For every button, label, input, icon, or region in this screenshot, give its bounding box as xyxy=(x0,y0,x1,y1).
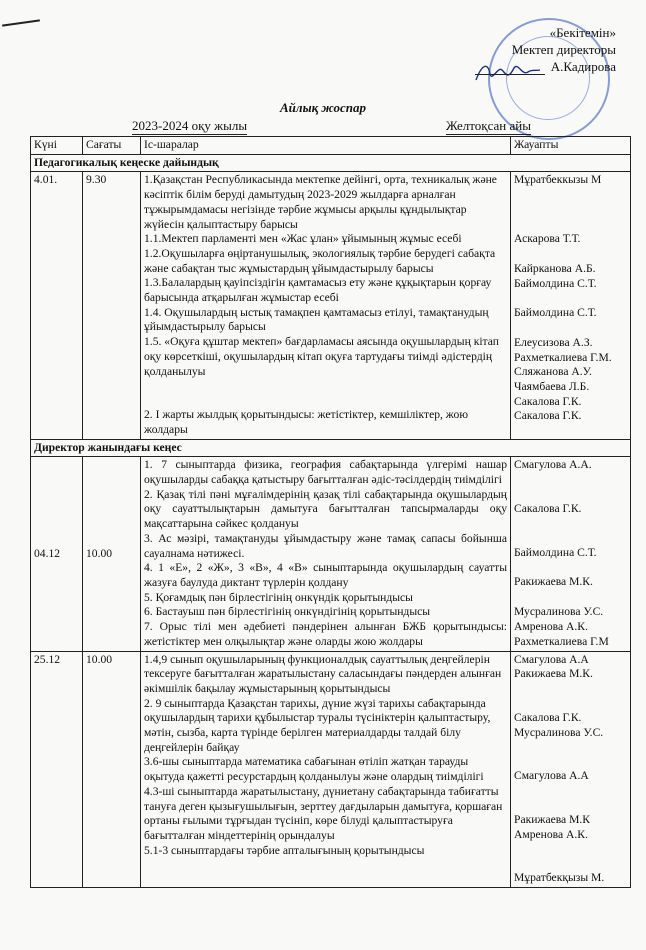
responsible-name: Баймолдина С.Т. xyxy=(514,276,597,290)
event-item: 5. Қоғамдық пән бірлестігінің онкүндік қорытындысы xyxy=(144,590,413,604)
header-responsible: Жауапты xyxy=(511,137,631,155)
time-cell: 10.00 xyxy=(83,651,141,888)
events-cell xyxy=(141,651,511,888)
section-title: Директор жанындағы кеңес xyxy=(31,439,631,457)
event-item: 1.4. Оқушылардың ыстық тамақпен қамтамасыз етілуі, тамақтанудың ұйымдастырылу барысы xyxy=(144,305,489,334)
event-item: 1.1.Мектеп парламенті мен «Жас ұлан» ұйымының жұмыс есебі xyxy=(144,232,462,246)
responsible-name: Сляжанова А.У. xyxy=(514,365,592,379)
event-item: 1.2.Оқушыларға өңіртанушылық, экологиялық тәрбие берудегі сабақта және сабақтан тыс жұмыстардың ұйымдастырылу барысы xyxy=(144,246,496,275)
table-header-row xyxy=(31,137,631,155)
event-item: 2. І жарты жылдық қорытындысы: жетістіктер, кемшіліктер, жою жолдары xyxy=(144,408,468,436)
event-item: 1. 7 сыныптарда физика, география сабақтарында үлгерімі нашар оқушыларды сабаққа қатыстыру бағытталған әдіс-тәсілдердің тиімділігі xyxy=(144,458,507,487)
event-item: 3.6-шы сыныптарда математика сабағынан өтіліп жатқан тарауды оқытуда қажетті ресурстардың қолданылуы және олардың тиімділігі xyxy=(144,755,484,784)
month-label: Желтоқсан айы xyxy=(446,118,531,133)
document-title: Айлық жоспар xyxy=(280,100,366,115)
approval-heading: «Бекітемін» xyxy=(549,25,616,40)
responsible-name: Мусралинова У.С. xyxy=(514,725,604,739)
responsible-name: Елеусизова А.З. xyxy=(514,335,593,349)
responsible-name: Ракижаева М.К xyxy=(514,813,591,827)
date-cell: 25.12 xyxy=(31,651,83,888)
responsible-name: Мұратбекқызы М. xyxy=(514,871,605,885)
responsible-cell xyxy=(511,172,631,439)
responsible-name: Чаямбаева Л.Б. xyxy=(514,380,590,394)
responsible-name: Смагулова А.А xyxy=(514,652,589,666)
approval-block xyxy=(475,24,616,75)
responsible-name: Смагулова А.А. xyxy=(514,458,592,472)
event-item: 5.1-3 сыныптардағы тәрбие апталығының қорытындысы xyxy=(144,843,425,857)
header-date: Күні xyxy=(31,137,83,155)
events-cell xyxy=(141,172,511,439)
responsible-name: Амренова А.К. xyxy=(514,619,588,633)
responsible-name: Рахметкалиева Г.М. xyxy=(514,350,612,364)
responsible-cell xyxy=(511,457,631,651)
events-cell xyxy=(141,457,511,651)
plan-table xyxy=(30,136,631,888)
event-item: 1.5. «Оқуға құштар мектеп» бағдарламасы аясында оқушылардың кітап оқу көрсеткіші, оқушылардың кітап оқуға тартудағы тиімді әдістердің қолданылуы xyxy=(144,335,499,378)
responsible-name: Сакалова Г.К. xyxy=(514,502,582,516)
responsible-name: Кайрканова А.Б. xyxy=(514,261,596,275)
responsible-name: Мусралинова У.С. xyxy=(514,605,604,619)
event-item: 2. 9 сыныптарда Қазақстан тарихы, дүние жүзі тарихы сабақтарында оқушылардың тарихи құбылыстар туралы түсініктерін қалыптастыру, мәтін, сызба, карта түрінде берілген материалдарды талдай білу деңгейлерін байқау xyxy=(144,696,491,754)
event-item: 1.4,9 сынып оқушыларының функционалдық сауаттылық деңгейлерін тексеруге бағытталған жаратылыстану саласындағы пәндерден алынған әкімшілік бақылау жұмыстарының қорытындысы xyxy=(144,652,502,695)
academic-year: 2023-2024 оқу жылы xyxy=(132,118,248,133)
corner-mark xyxy=(2,19,40,26)
signature-line xyxy=(475,74,545,75)
event-item: 4. 1 «Е», 2 «Ж», 3 «В», 4 «В» сыныптарында оқушылардың сауатты жазуға баулуда диктант түрлерін қолдану xyxy=(144,561,507,589)
responsible-cell xyxy=(511,651,631,888)
section-title: Педагогикалық кеңеске дайындық xyxy=(31,154,631,172)
responsible-name: Ракижаева М.К. xyxy=(514,667,593,681)
responsible-name: Рахметкалиева Г.М xyxy=(514,634,609,648)
event-item: 4.3-ші сыныптарда жаратылыстану, дүниетану сабақтарында табиғатты тануға деген қызығушылығын, зерттеу дағдыларын дамытуға, қоршаған ортаны ғылыми тұрғыдан түсініп, көре білуді қалыптастыруға бағытталған міндеттерінің орындалуы xyxy=(144,784,503,842)
table-row xyxy=(31,457,631,651)
event-item: 1.3.Балалардың қауіпсіздігін қамтамасыз ету және құқықтарын қорғау барысында атқарылған жұмыстар есебі xyxy=(144,276,492,305)
header-events: Іс-шаралар xyxy=(141,137,511,155)
responsible-name: Аскарова Т.Т. xyxy=(514,232,581,246)
table-row xyxy=(31,651,631,888)
responsible-name: Амренова А.К. xyxy=(514,827,588,841)
responsible-name: Сакалова Г.К. xyxy=(514,394,582,408)
event-item: 3. Ас мәзірі, тамақтануды ұйымдастыру және тамақ сапасы бойынша сауалнама нәтижесі. xyxy=(144,531,507,560)
responsible-name: Смагулова А.А xyxy=(514,769,589,783)
responsible-name: Сакалова Г.К. xyxy=(514,710,582,724)
responsible-name: Ракижаева М.К. xyxy=(514,575,593,589)
responsible-name: Баймолдина С.Т. xyxy=(514,545,597,559)
responsible-name: Сакалова Г.К. xyxy=(514,409,582,423)
approval-position: Мектеп директоры xyxy=(511,42,616,57)
date-cell: 4.01. xyxy=(31,172,83,439)
responsible-name: Мұратбеккызы М xyxy=(514,173,602,187)
responsible-name: Баймолдина С.Т. xyxy=(514,306,597,320)
time-cell: 9.30 xyxy=(83,172,141,439)
time-cell: 10.00 xyxy=(83,457,141,651)
table-row xyxy=(31,172,631,439)
event-item: 7. Орыс тілі мен әдебиеті пәндерінен алынған БЖБ қорытындысы: жетістіктер мен олқылықтар және оларды жою жолдары xyxy=(144,620,507,648)
section-row xyxy=(31,154,631,172)
event-item: 6. Бастауыш пән бірлестігінің онкүндігінің қорытындысы xyxy=(144,605,431,619)
approval-name-line xyxy=(475,58,616,75)
date-cell: 04.12 xyxy=(31,457,83,651)
approval-name: А.Кадирова xyxy=(550,59,616,74)
section-row xyxy=(31,439,631,457)
event-item: 2. Қазақ тілі пәні мұғалімдерінің қазақ тілі сабақтарында оқушылардың оқу сауаттылықтарын дамытуға бағытталған тапсырмаларды оқу мақсаттарына сәйкес қолдануы xyxy=(144,487,507,531)
header-time: Сағаты xyxy=(83,137,141,155)
event-item: 1.Қазақстан Республикасында мектепке дейінгі, орта, техникалық және кәсіптік білім беруді дамытудың 2023-2029 жылдарға арналған тұжырымдамасы негізінде тәрбие жұмысы арқылы құндылықтар жүйесін қалыптастыру барысы xyxy=(144,173,497,231)
